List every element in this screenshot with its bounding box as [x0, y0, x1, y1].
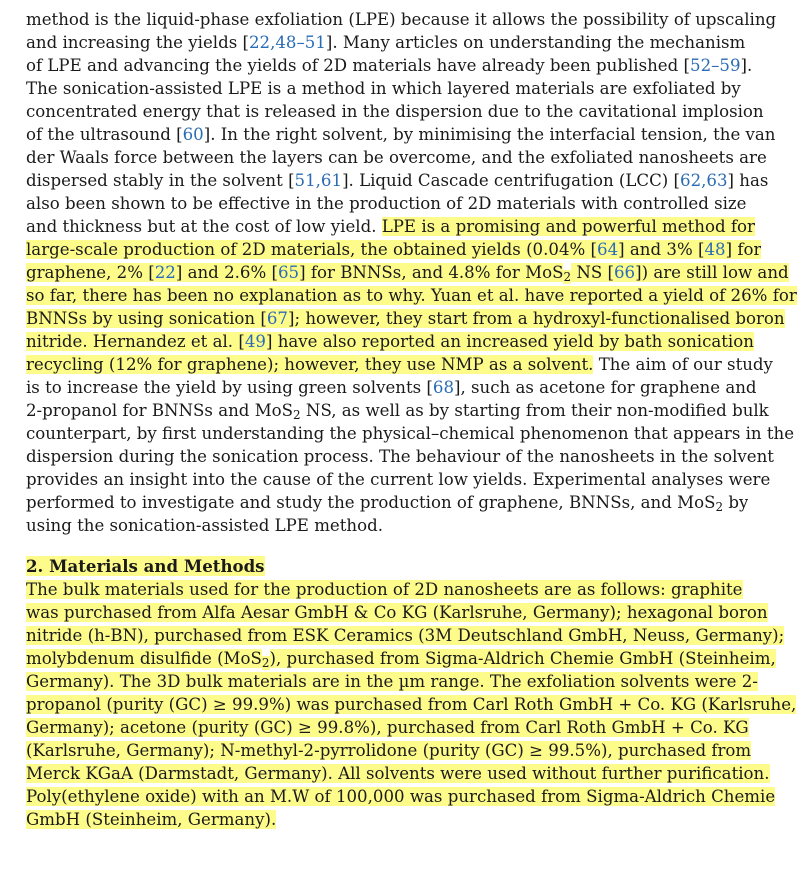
- text-run: and increasing the yields [: [26, 33, 249, 52]
- text-line: [26, 307, 785, 330]
- subscript: 2: [293, 407, 301, 422]
- citation-link[interactable]: 65: [277, 263, 300, 282]
- text-run: ), purchased from Sigma-Aldrich Chemie GmbH (Steinheim,: [269, 649, 776, 668]
- text-run: provides an insight into the cause of the current low yields. Experimental analyses were: [26, 470, 771, 489]
- text-run: Germany); acetone (purity (GC) ≥ 99.8%), purchased from Carl Roth GmbH + Co. KG: [26, 718, 749, 737]
- text-line: [26, 169, 768, 192]
- text-line: [26, 54, 752, 77]
- text-line: [26, 647, 776, 670]
- citation-link[interactable]: 67: [266, 309, 288, 328]
- text-run: LPE is a promising and powerful method for: [381, 217, 755, 236]
- text-run: Poly(ethylene oxide) with an M.W of 100,000 was purchased from Sigma-Aldrich Chemie: [26, 787, 776, 806]
- text-run: and thickness but at the cost of low yield.: [26, 217, 382, 236]
- text-run: GmbH (Steinheim, Germany).: [26, 810, 277, 829]
- text-run: dispersion during the sonication process. The behaviour of the nanosheets in the solvent: [26, 447, 774, 466]
- text-line: [26, 77, 741, 100]
- text-run: Merck KGaA (Darmstadt, Germany). All solvents were used without further purification.: [26, 764, 770, 783]
- section-heading-text: 2. Materials and Methods: [26, 556, 265, 576]
- text-line: [26, 808, 276, 831]
- text-line: [26, 445, 774, 468]
- text-run: also been shown to be effective in the production of 2D materials with controlled size: [26, 194, 747, 213]
- text-run: graphene, 2% [: [26, 263, 155, 282]
- text-run: der Waals force between the layers can be overcome, and the exfoliated nanosheets are: [26, 148, 767, 167]
- text-line: [26, 146, 767, 169]
- text-run: (Karlsruhe, Germany); N-methyl-2-pyrrolidone (purity (GC) ≥ 99.5%), purchased from: [26, 741, 752, 760]
- text-run: by: [723, 493, 749, 512]
- text-run: ]. Many articles on understanding the mechanism: [325, 33, 746, 52]
- text-line: [26, 192, 746, 215]
- text-run: NS, as well as by starting from their non-modified bulk: [300, 401, 769, 420]
- text-run: counterpart, by first understanding the physical–chemical phenomenon that appears in the: [26, 424, 795, 443]
- text-run: ] and 3% [: [618, 240, 705, 259]
- text-run: ] and 2.6% [: [175, 263, 278, 282]
- citation-link[interactable]: 64: [597, 240, 619, 259]
- text-line: [26, 762, 770, 785]
- text-line: [26, 215, 755, 238]
- citation-link[interactable]: 22,48–51: [248, 33, 326, 52]
- text-line: [26, 422, 794, 445]
- text-run: ]; however, they start from a hydroxyl-functionalised boron: [287, 309, 785, 328]
- text-run: ]) are still low and: [635, 263, 789, 282]
- text-run: molybdenum disulfide (MoS: [26, 649, 262, 668]
- citation-link[interactable]: 49: [244, 332, 266, 351]
- text-run: performed to investigate and study the production of graphene, BNNSs, and MoS: [26, 493, 716, 512]
- text-line: [26, 100, 764, 123]
- text-line: [26, 693, 796, 716]
- text-line: [26, 739, 751, 762]
- text-run: NS [: [571, 263, 614, 282]
- text-line: [26, 376, 757, 399]
- text-run: ], such as acetone for graphene and: [454, 378, 757, 397]
- text-run: was purchased from Alfa Aesar GmbH & Co KG (Karlsruhe, Germany); hexagonal boron: [26, 603, 768, 622]
- text-run: ] have also reported an increased yield by bath sonication: [265, 332, 754, 351]
- citation-link[interactable]: 68: [432, 378, 455, 397]
- text-line: [26, 330, 754, 353]
- text-line: [26, 716, 749, 739]
- text-run: ].: [740, 56, 753, 75]
- citation-link[interactable]: 22: [154, 263, 176, 282]
- text-line: [26, 578, 743, 601]
- text-run: recycling (12% for graphene); however, they use NMP as a solvent.: [26, 355, 594, 374]
- subscript: 2: [715, 499, 724, 514]
- text-run: ]. In the right solvent, by minimising the interfacial tension, the van: [203, 125, 776, 144]
- citation-link[interactable]: 60: [182, 125, 204, 144]
- text-run: nitride. Hernandez et al. [: [26, 332, 245, 351]
- text-line: [26, 31, 745, 54]
- text-run: of LPE and advancing the yields of 2D materials have already been published [: [26, 56, 691, 75]
- citation-link[interactable]: 62,63: [680, 171, 728, 190]
- text-run: The aim of our study: [593, 355, 773, 374]
- citation-link[interactable]: 52–59: [690, 56, 741, 75]
- text-run: ] for: [725, 240, 762, 259]
- text-run: 2-propanol for BNNSs and MoS: [26, 401, 294, 420]
- text-run: BNNSs by using sonication [: [26, 309, 267, 328]
- text-line: [26, 514, 383, 537]
- section-heading: [26, 555, 265, 578]
- text-run: ]. Liquid Cascade centrifugation (LCC) [: [342, 171, 681, 190]
- text-line: [26, 284, 797, 307]
- text-line: [26, 123, 776, 146]
- text-run: is to increase the yield by using green solvents [: [26, 378, 433, 397]
- text-line: [26, 468, 770, 491]
- text-run: propanol (purity (GC) ≥ 99.9%) was purchased from Carl Roth GmbH + Co. KG (Karlsruhe,: [26, 695, 797, 714]
- text-run: ] for BNNSs, and 4.8% for MoS: [299, 263, 564, 282]
- text-line: [26, 601, 768, 624]
- text-run: The bulk materials used for the production of 2D nanosheets are as follows: graphite: [26, 580, 743, 599]
- text-run: ] has: [727, 171, 769, 190]
- subscript: 2: [563, 269, 572, 284]
- citation-link[interactable]: 51,61: [294, 171, 343, 190]
- text-run: nitride (h-BN), purchased from ESK Ceramics (3M Deutschland GmbH, Neuss, Germany);: [26, 626, 785, 645]
- text-line: [26, 8, 776, 31]
- text-run: of the ultrasound [: [26, 125, 183, 144]
- text-line: [26, 261, 789, 284]
- citation-link[interactable]: 48: [704, 240, 726, 259]
- citation-link[interactable]: 66: [614, 263, 636, 282]
- text-line: [26, 624, 784, 647]
- text-line: [26, 353, 773, 376]
- text-line: [26, 491, 748, 514]
- text-line: [26, 785, 775, 808]
- text-line: [26, 399, 769, 422]
- subscript: 2: [261, 655, 270, 670]
- text-run: Germany). The 3D bulk materials are in the µm range. The exfoliation solvents were 2-: [26, 672, 758, 691]
- text-run: concentrated energy that is released in the dispersion due to the cavitational implosion: [26, 102, 764, 121]
- text-run: method is the liquid-phase exfoliation (LPE) because it allows the possibility of upscaling: [26, 10, 777, 29]
- text-run: The sonication-assisted LPE is a method in which layered materials are exfoliated by: [26, 79, 741, 98]
- text-line: [26, 238, 761, 261]
- text-run: so far, there has been no explanation as to why. Yuan et al. have reported a yield of 26% for: [26, 286, 797, 305]
- text-line: [26, 670, 758, 693]
- text-run: using the sonication-assisted LPE method.: [26, 516, 383, 535]
- text-run: dispersed stably in the solvent [: [26, 171, 295, 190]
- text-run: large-scale production of 2D materials, the obtained yields (0.04% [: [26, 240, 598, 259]
